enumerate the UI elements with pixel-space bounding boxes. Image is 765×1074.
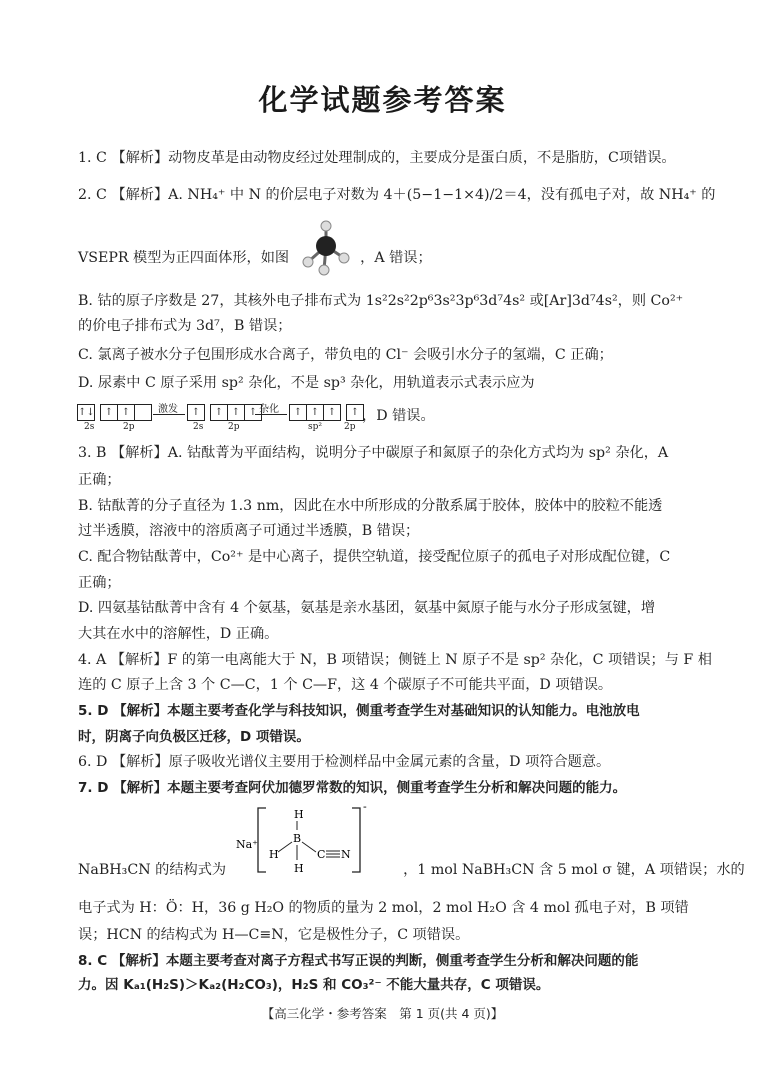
answer-2-text: VSEPR 模型为正四面体形，如图 [78,250,290,266]
struct-h-bottom: H [294,862,304,875]
answer-3-c1: C. 配合物钴酞菁中，Co²⁺ 是中心离子，提供空轨道，接受配位原子的孤电子对形成配位键，C [78,549,671,565]
struct-na: Na⁺ [236,838,258,851]
page-title: 化学试题参考答案 [258,83,507,117]
answer-2-line2 [78,240,694,276]
label-sp2: sp² [308,422,322,432]
answer-5-2: 时，阴离子向负极区迁移，D 项错误。 [78,729,310,745]
answer-1: 1. C 【解析】动物皮革是由动物皮经过处理制成的，主要成分是蛋白质，不是脂肪，C项错误。 [78,150,676,166]
label-2p-c: 2p [344,422,356,432]
answer-4-1: 4. A 【解析】F 的第一电离能大于 N，B 项错误；侧链上 N 原子不是 sp² 杂化，C 项错误；与 F 相 [78,652,712,668]
label-2p: 2p [123,422,135,432]
answer-7-4: 误；HCN 的结构式为 H—C≡N，它是极性分子，C 项错误。 [78,927,470,943]
answer-3-d1: D. 四氨基钴酞菁中含有 4 个氨基，氨基是亲水基团，氨基中氮原子能与水分子形成氢键，增 [78,600,656,616]
answer-8-1: 8. C 【解析】本题主要考查对离子方程式书写正误的判断，侧重考查学生分析和解决问题的能 [78,953,639,969]
answer-7-3: 电子式为 H：Ö：H，36 g H₂O 的物质的量为 2 mol，2 mol H₂O 含 4 mol 孤电子对，B 项错 [78,900,689,916]
answer-3-a1: 3. B 【解析】A. 钴酞菁为平面结构，说明分子中碳原子和氮原子的杂化方式均为 sp² 杂化，A [78,445,669,461]
answer-3-b2: 过半透膜，溶液中的溶质离子可通过半透膜，B 错误； [78,523,420,539]
answer-7-1: 7. D 【解析】本题主要考查阿伏加德罗常数的知识，侧重考查学生分析和解决问题的能力。 [78,780,627,796]
answer-2-text-end: ，A 错误； [360,250,432,266]
struct-n: N [341,848,351,861]
orbital-boxes-3: ↑ ↑ ↑ ↑ [290,404,364,421]
answer-2-line1: 2. C 【解析】A. NH₄⁺ 中 N 的价层电子对数为 4＋(5−1−1×4)/2＝4，没有孤电子对，故 NH₄⁺ 的 [78,187,716,203]
answer-6: 6. D 【解析】原子吸收光谱仪主要用于检测样品中金属元素的含量，D 项符合题意。 [78,754,611,770]
answer-3-a2: 正确； [78,472,121,488]
answer-2-b1: B. 钴的原子序数是 27，其核外电子排布式为 1s²2s²2p⁶3s²3p⁶3d⁷4s² 或[Ar]3d⁷4s²，则 Co²⁺ [78,293,684,309]
molecule-model-icon [298,220,354,276]
answer-8-2: 力。因 Kₐ₁(H₂S)＞Kₐ₂(H₂CO₃)，H₂S 和 CO₃²⁻ 不能大量共存，C 项错误。 [78,977,550,993]
answer-3-c2: 正确； [78,575,121,591]
page-footer: 【高三化学・参考答案 第 1 页(共 4 页)】 [261,1006,504,1021]
arrow-hybrid-icon [255,414,287,415]
orbital-diagram [78,400,498,436]
struct-c: C [317,848,326,861]
answer-2-d-end: ，D 错误。 [362,408,435,424]
struct-h-left: H [269,848,279,861]
label-2p-b: 2p [228,422,240,432]
orbital-boxes-2: ↑ ↑ ↑ ↑ [188,404,262,421]
answer-5-1: 5. D 【解析】本题主要考查化学与科技知识，侧重考查学生对基础知识的认知能力。电池放电 [78,703,640,719]
answer-7-2-end: ，1 mol NaBH₃CN 含 5 mol σ 键，A 项错误；水的 [403,862,745,878]
answer-2-c: C. 氯离子被水分子包围形成水合离子，带负电的 Cl⁻ 会吸引水分子的氢端，C 正确； [78,347,613,363]
answer-2-b2: 的价电子排布式为 3d⁷，B 错误； [78,318,292,334]
label-2s-b: 2s [193,422,204,432]
answer-3-d2: 大其在水中的溶解性，D 正确。 [78,626,279,642]
arrow-excite-icon [153,414,185,415]
arrow-hybrid-label: 杂化 [259,404,279,415]
answer-7-2-start: NaBH₃CN 的结构式为 [78,862,227,878]
answer-2-d: D. 尿素中 C 原子采用 sp² 杂化，不是 sp³ 杂化，用轨道表示式表示应为 [78,375,535,391]
answer-4-2: 连的 C 原子上含 3 个 C—C，1 个 C—F，这 4 个碳原子不可能共平面，D 项错误。 [78,677,613,693]
struct-b: B [293,832,302,845]
struct-h-top: H [294,808,304,821]
answer-7-2 [78,860,745,880]
label-2s: 2s [84,422,95,432]
arrow-excite-label: 激发 [158,404,178,415]
answer-3-b1: B. 钴酞菁的分子直径为 1.3 nm，因此在水中所形成的分散系属于胶体，胶体中的胶粒不能透 [78,498,663,514]
orbital-boxes-1: ↑↓ ↑ ↑ [78,404,152,421]
struct-minus: - [363,800,367,813]
